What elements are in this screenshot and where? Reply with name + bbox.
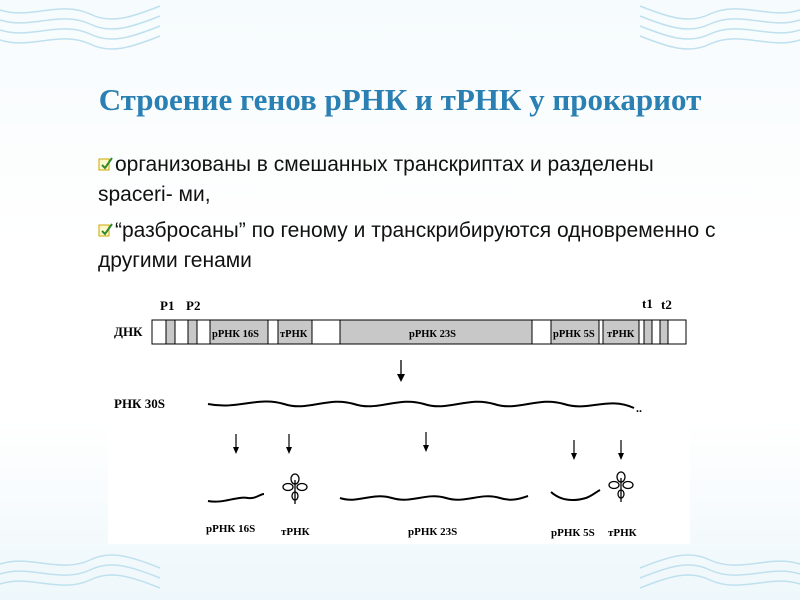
bullet-text: “разбросаны” по геному и транскрибируются одновременно с другими генами [98,219,716,272]
dna-segment-label: рРНК 23S [409,329,456,340]
terminator-t1-label: t1 [642,296,653,311]
slide-title: Строение генов рРНК и тРНК у прокариот [98,82,702,117]
promoter-p2-label: P2 [186,298,201,313]
checkmark-arrow-icon [98,222,114,238]
product-23s-wave [340,496,528,500]
terminator-t2-label: t2 [661,297,672,312]
corner-decoration-top-right [630,0,800,70]
product-label: тРНК [608,527,637,539]
gene-structure-diagram [108,292,690,544]
rna-continuation-dots: .. [636,401,642,415]
down-arrow-icon [618,440,624,460]
corner-decoration-top-left [0,0,170,70]
product-label: рРНК 16S [206,523,256,535]
rna-30s-label: РНК 30S [114,396,165,411]
rna-30s-wave [208,401,634,408]
dna-segment-label: тРНК [607,329,635,340]
bullet-text: организованы в смешанных транскриптах и разделены spaceri- ми, [98,153,654,206]
bullet-item [98,150,718,210]
product-label: рРНК 23S [408,526,458,538]
trna-cloverleaf-icon [609,472,633,502]
down-arrow-icon [286,434,292,454]
product-16s-wave [208,494,264,502]
product-label: рРНК 5S [551,527,595,539]
down-arrow-icon [423,432,429,452]
down-arrow-icon [233,434,239,454]
down-arrow-icon [397,360,405,382]
checkmark-arrow-icon [98,156,114,172]
bullet-item [98,216,718,276]
dna-segment-label: тРНК [280,329,308,340]
dna-label: ДНК [114,324,143,339]
down-arrow-icon [571,440,577,460]
product-label: тРНК [281,526,310,538]
dna-segment-label: рРНК 16S [212,329,259,340]
dna-segment-label: рРНК 5S [553,329,595,340]
trna-cloverleaf-icon [283,474,307,504]
product-5s-wave [551,490,600,500]
promoter-p1-label: P1 [160,298,175,313]
bullet-list [98,150,718,282]
